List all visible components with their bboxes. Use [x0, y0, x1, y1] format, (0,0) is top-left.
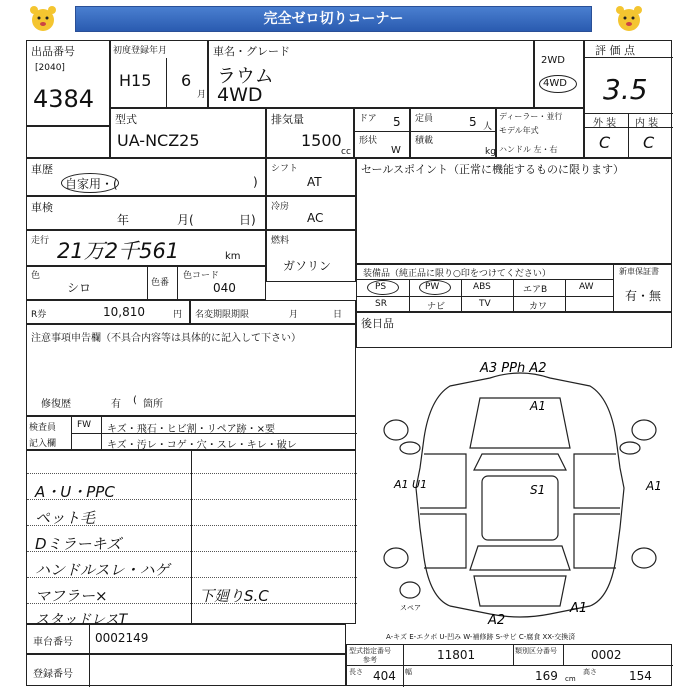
capacity-value: 5	[469, 115, 477, 129]
two-wd-label: 2WD	[541, 55, 565, 66]
diagram-s1: S1	[530, 483, 546, 497]
score-cell	[584, 40, 672, 158]
repair-close: 箇所	[143, 399, 163, 410]
bear-mascot-icon	[28, 4, 58, 34]
diagram-spare: スペア	[400, 604, 421, 612]
first-registration-cell	[110, 40, 208, 108]
interior-grade: C	[643, 133, 655, 152]
exterior-label: 外 装	[593, 118, 617, 129]
inspection-day: 日)	[239, 213, 256, 227]
equipment-label: 装備品（純正品に限り○印をつけてください）	[363, 269, 551, 279]
capacity-cell	[410, 108, 496, 158]
notes-cell	[26, 324, 356, 416]
shift-label: シフト	[271, 164, 299, 174]
width-label: 幅	[405, 668, 412, 676]
equip-abs: ABS	[473, 282, 491, 292]
color-cell	[26, 266, 266, 300]
equipment-cell	[356, 264, 672, 312]
inspector-label1: 検査員	[29, 423, 57, 433]
model-cell	[110, 108, 266, 158]
note-line-6: スタッドレスT	[35, 612, 128, 628]
note-line-3: Dミラーキズ	[35, 535, 122, 553]
exterior-grade: C	[599, 133, 611, 152]
mileage-label: 走行	[31, 236, 50, 246]
note-line-2: ペット毛	[35, 509, 96, 527]
recycle-unit: 円	[173, 310, 183, 320]
height-label: 高さ	[583, 668, 597, 676]
lot-lower-cell	[26, 126, 110, 158]
diagram-a1-right: A1	[646, 479, 662, 493]
equip-leather: カワ	[529, 302, 548, 312]
width-value: 169	[535, 669, 558, 683]
history-value: 自家用・(	[65, 177, 118, 191]
model-value: UA-NCZ25	[117, 131, 200, 150]
first-reg-year: H15	[119, 71, 152, 90]
chassis-label: 車台番号	[33, 637, 73, 648]
equip-pw: PW	[425, 282, 440, 292]
capacity-unit: 人	[483, 122, 493, 132]
doors-value: 5	[393, 115, 401, 129]
name-change-cell	[190, 300, 356, 324]
handle-label: ハンドル 左・右	[499, 145, 558, 154]
note-line-1: A・U・PPC	[35, 483, 115, 501]
ac-cell	[266, 196, 356, 230]
note-line-4: ハンドルスレ・ハゲ	[35, 561, 170, 579]
shift-value: AT	[307, 175, 322, 189]
shape-value: W	[391, 145, 401, 156]
inspection-month: 月(	[177, 213, 194, 227]
score-value: 3.5	[603, 73, 648, 106]
recycle-label: R券	[31, 310, 47, 320]
first-reg-label: 初度登録年月	[113, 46, 168, 56]
warranty-label: 新車保証書	[619, 267, 659, 276]
note-line-5: マフラー×	[35, 587, 108, 605]
car-damage-diagram	[370, 358, 670, 630]
car-label: 車名・グレード	[213, 45, 290, 58]
chassis-value: 0002149	[95, 631, 149, 645]
equip-ps: PS	[375, 282, 387, 292]
header-bar	[0, 0, 700, 38]
name-change-day: 日	[333, 310, 343, 320]
history-cell	[26, 158, 266, 196]
name-change-label: 名変期限期限	[195, 310, 250, 320]
dealer-label: ディーラー・並行	[499, 112, 563, 121]
displacement-value: 1500	[301, 131, 342, 150]
registration-cell	[26, 654, 346, 686]
repair-label: 修復歴	[41, 399, 71, 410]
color-code-label: 色コード	[183, 271, 220, 281]
handwritten-notes-area	[26, 450, 356, 628]
color-label: 色	[31, 271, 41, 281]
warranty-value: 有・無	[625, 289, 662, 303]
sales-point-label: セールスポイント（正常に機能するものに限ります）	[361, 163, 625, 176]
model-year-label: モデル年式	[499, 126, 539, 135]
notes-label: 注意事項申告欄（不具合内容等は具体的に記入して下さい）	[31, 333, 301, 344]
load-label: 積載	[415, 136, 434, 146]
fuel-label: 燃料	[271, 236, 290, 246]
shape-label: 形状	[359, 136, 378, 146]
inspector-label2: 記入欄	[29, 439, 57, 449]
equip-tv: TV	[479, 299, 491, 309]
car-name: ラウム	[217, 65, 274, 87]
drive-cell	[534, 40, 584, 108]
interior-label: 内 装	[635, 118, 659, 129]
inspection-cell	[26, 196, 266, 230]
recycle-cell	[26, 300, 190, 324]
equip-sr: SR	[375, 299, 387, 309]
rear-items-label: 後日品	[361, 317, 394, 330]
history-label: 車歴	[31, 163, 53, 176]
load-unit: kg	[485, 147, 496, 157]
car-grade: 4WD	[217, 84, 263, 106]
ac-value: AC	[307, 211, 324, 225]
model-label: 型式	[115, 113, 137, 126]
fuel-value: ガソリン	[283, 259, 332, 273]
damage-legend: A-キズ E-エクボ U-凹み W-補修跡 S-サビ C-腐食 XX-交換済	[386, 633, 576, 641]
type-ref: 参考	[363, 656, 377, 664]
lot-number: 4384	[33, 85, 95, 113]
diagram-a1-left: A1 U1	[394, 478, 428, 491]
equip-navi: ナビ	[427, 302, 446, 312]
rear-items-cell	[356, 312, 672, 348]
mileage-value: 21万2千561	[57, 239, 180, 263]
recycle-value: 10,810	[103, 305, 145, 319]
specs-cell	[346, 644, 672, 686]
inspector-cell	[26, 416, 356, 450]
color-value: シロ	[67, 281, 92, 295]
four-wd-label: 4WD	[543, 78, 567, 89]
diagram-top-label: A3 PPh A2	[480, 361, 547, 376]
registration-label: 登録番号	[33, 669, 73, 680]
height-value: 154	[629, 669, 652, 683]
diagram-a1-bottom: A1	[570, 601, 588, 616]
score-label: 評 価 点	[595, 44, 635, 57]
under-note: 下廻りS.C	[199, 587, 269, 605]
color-number-label: 色番	[151, 278, 170, 288]
first-reg-month-unit: 月	[197, 90, 207, 100]
mileage-cell	[26, 230, 266, 266]
doors-cell	[354, 108, 410, 158]
displacement-cell	[266, 108, 354, 158]
mileage-unit: km	[225, 251, 241, 262]
lot-label: 出品番号	[31, 45, 75, 58]
displacement-unit: cc	[341, 147, 351, 157]
ac-label: 冷房	[271, 202, 290, 212]
fw-label: FW	[77, 420, 92, 430]
marks-row1: キズ・飛石・ヒビ割・リペア跡・×要	[107, 424, 275, 435]
width-unit: cm	[565, 675, 576, 683]
diagram-a1-top: A1	[530, 399, 546, 413]
class-number-value: 0002	[591, 648, 622, 662]
car-name-cell	[208, 40, 534, 108]
chassis-cell	[26, 624, 346, 654]
length-label: 長さ	[349, 668, 363, 676]
lot-sub: [2040]	[35, 63, 65, 73]
capacity-label: 定員	[415, 114, 434, 124]
inspection-label: 車検	[31, 201, 53, 214]
banner-title: 完全ゼロ切りコーナー	[75, 6, 592, 32]
name-change-month: 月	[289, 310, 299, 320]
diagram-a2-bottom: A2	[488, 613, 506, 628]
marks-row2: キズ・汚レ・コゲ・穴・スレ・キレ・破レ	[107, 440, 297, 451]
doors-label: ドア	[359, 114, 377, 124]
history-close: )	[253, 175, 258, 189]
bear-mascot-icon	[614, 4, 644, 34]
class-number-label: 類別区分番号	[515, 647, 557, 655]
shift-cell	[266, 158, 356, 196]
color-code: 040	[213, 281, 236, 295]
lot-number-cell	[26, 40, 110, 126]
repair-bracket: (	[133, 395, 137, 406]
length-value: 404	[373, 669, 396, 683]
type-number-label: 型式指定番号	[349, 647, 391, 655]
fuel-cell	[266, 230, 356, 282]
sales-point-cell	[356, 158, 672, 264]
inspection-year: 年	[117, 213, 130, 227]
equip-airbag: エアB	[523, 285, 548, 295]
equip-aw: AW	[579, 282, 594, 292]
displacement-label: 排気量	[271, 113, 304, 126]
repair-value: 有	[111, 399, 121, 410]
first-reg-month: 6	[181, 71, 192, 90]
dealer-cell	[496, 108, 584, 158]
type-number-value: 11801	[437, 648, 476, 662]
